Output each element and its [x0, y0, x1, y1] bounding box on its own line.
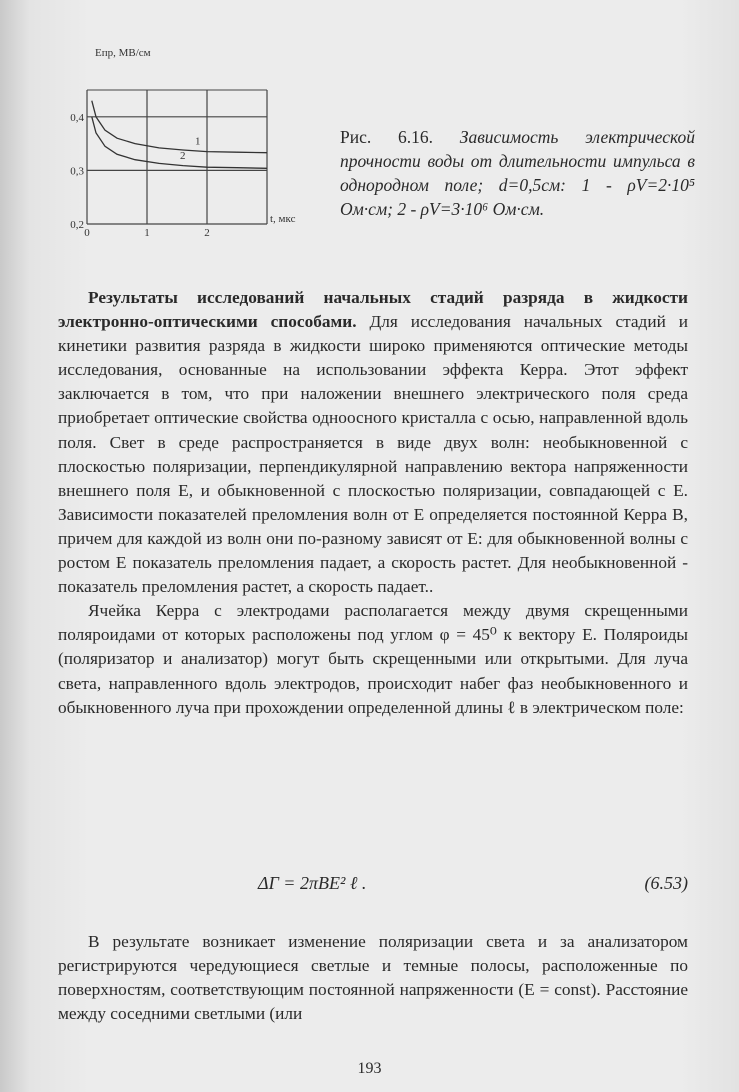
caption-text: Зависимость электрической прочности воды от длительности импульса в однородном поле; d=0,5см: 1 - ρV=2·10⁵ Ом·см; 2 - ρV=3·10⁶ Ом·см.: [340, 127, 695, 219]
curve-label-2: 2: [180, 149, 186, 162]
series-line-1: [92, 101, 267, 153]
x-tick-label: 1: [144, 227, 150, 239]
paragraph-3-block: [58, 930, 688, 1026]
page-number: 193: [357, 1060, 382, 1077]
equation-number: (6.53): [644, 873, 688, 893]
paragraph-1: [58, 286, 688, 599]
caption-prefix: Рис. 6.16.: [340, 127, 460, 147]
x-tick-label: 2: [204, 227, 210, 239]
figure-6-16: [55, 40, 325, 255]
x-axis-label: t, мкс: [270, 213, 296, 225]
y-tick-label: 0,4: [70, 111, 84, 124]
x-tick-label: 0: [84, 227, 90, 239]
y-tick-label: 0,2: [70, 219, 84, 231]
y-tick-label: 0,3: [70, 165, 84, 178]
curve-label-1: 1: [195, 135, 201, 148]
section-lead: Результаты исследований начальных стадий разряда в жидкости электронно-оптическими способами.: [58, 288, 688, 332]
chart-svg: [55, 40, 325, 255]
paragraph-2: Ячейка Керра с электродами располагается между двумя скрещенными поляроидами от которых расположены под углом φ = 45⁰ к вектору E. Поляроиды (поляризатор и анализатор) могут быть скрещенными или открытыми. Для луча света, направленного вдоль электродов, происходит набег фаз необыкновенного и обыкновенного луча при прохождении определенной длины ℓ в электрическом поле:: [58, 601, 688, 717]
paragraph-3: В результате возникает изменение поляризации света и за анализатором регистрируются чередующиеся светлые и темные полосы, расположенные по поверхностям, соответствующим постоянной напряженности (E = const). Расстояние между соседними светлыми (или: [58, 932, 688, 1024]
y-axis-label: Eпр, МВ/см: [95, 47, 151, 59]
figure-caption: [340, 125, 695, 221]
equation: ΔΓ = 2πBE² ℓ .: [258, 873, 367, 893]
main-text: [58, 286, 688, 720]
paragraph-1-text: Для исследования начальных стадий и кинетики развития разряда в жидкости широко применяются оптические методы исследования, основанные на использовании эффекта Керра. Этот эффект заключается в том, что при наложении внешнего электрического поля среда приобретает оптические свойства одноосного кристалла с осью, направленной вдоль поля. Свет в среде распространяется в виде двух волн: необыкновенной с плоскостью поляризации, перпендикулярной направлению вектора напряженности внешнего поля E, и обыкновенной с плоскостью поляризации, совпадающей с E. Зависимости показателей преломления волн от E определяется постоянной Керра B, причем для каждой из волн они по-разному зависят от E: для обыкновенной волны с ростом E показатель преломления падает, а скорость растет. Для необыкновенной - показатель преломления растет, а скорость падает..: [58, 312, 688, 597]
equation-row: [58, 873, 688, 903]
